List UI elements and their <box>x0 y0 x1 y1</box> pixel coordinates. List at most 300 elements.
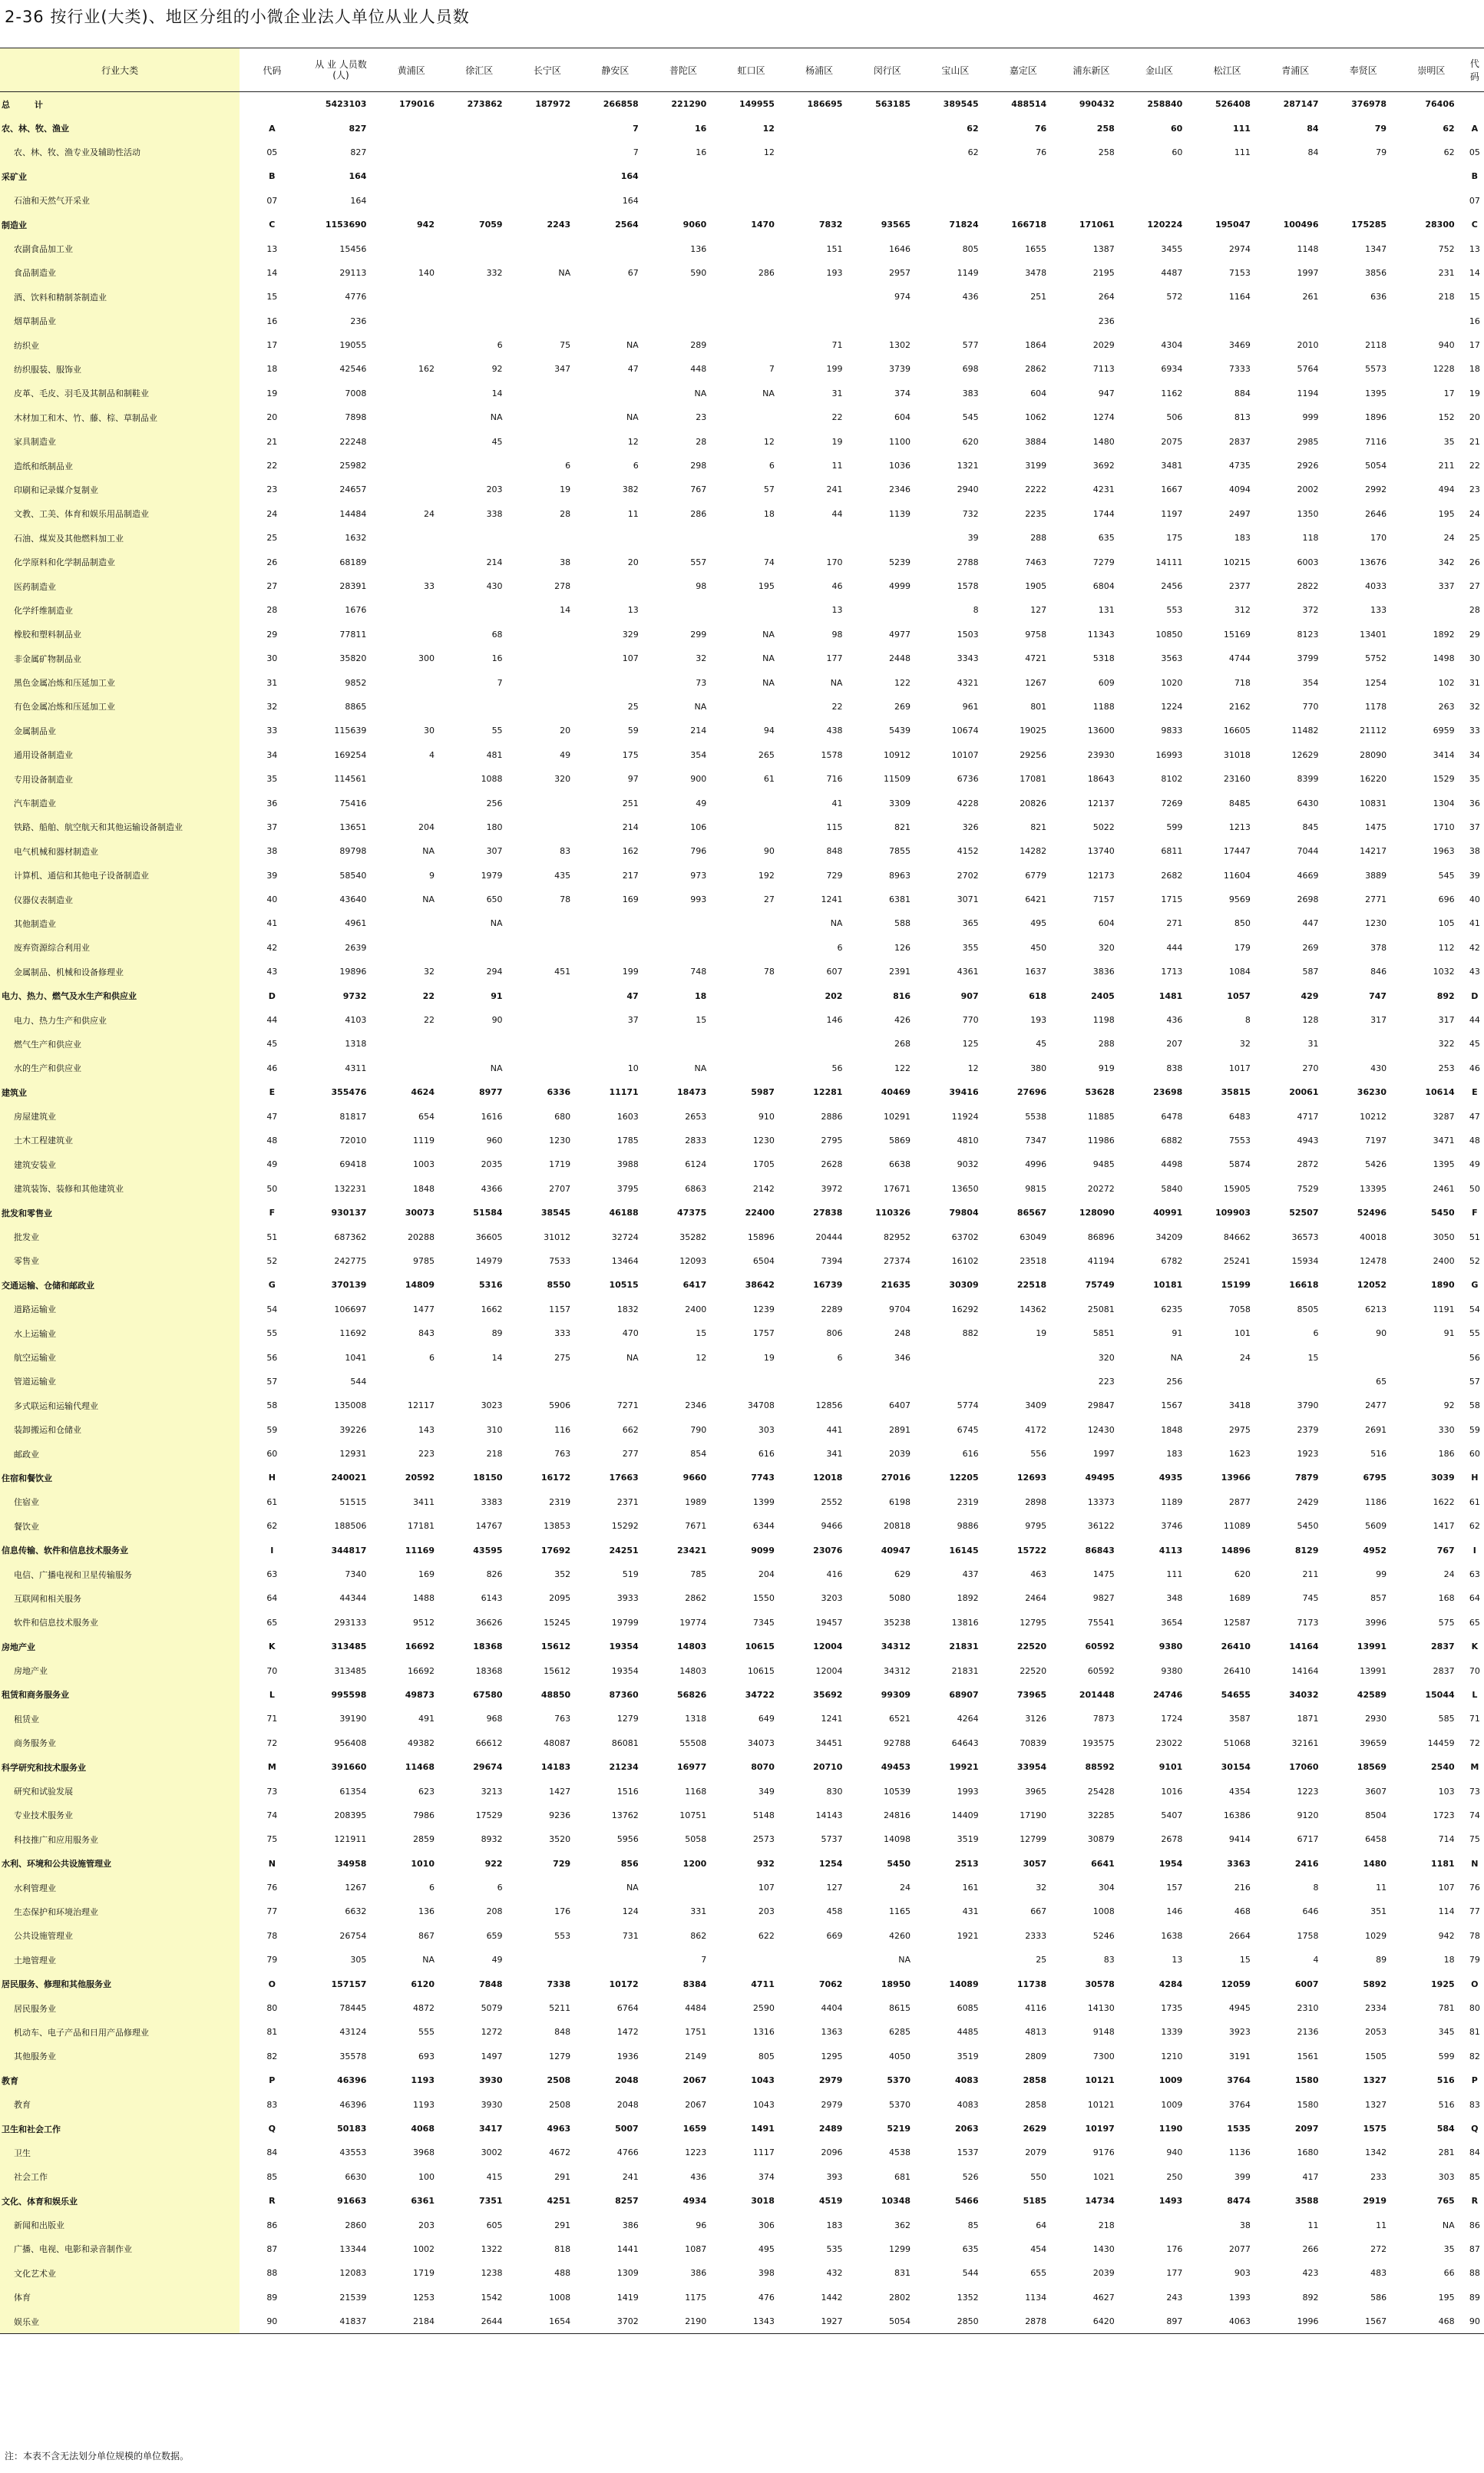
district-value-cell: 2788 <box>957 557 979 567</box>
district-value-cell: 35282 <box>679 1232 707 1242</box>
table-row <box>0 767 1484 791</box>
district-value-cell: 21234 <box>609 1762 639 1773</box>
district-value-cell: 1339 <box>1161 2027 1183 2038</box>
district-value-cell: 572 <box>1166 292 1183 303</box>
district-value-cell: 1157 <box>549 1304 571 1314</box>
district-value-cell <box>514 236 582 260</box>
district-value-cell: 9236 <box>549 1810 571 1820</box>
district-value-cell: 884 <box>1234 388 1251 398</box>
district-value-cell: 1848 <box>1161 1424 1183 1435</box>
district-value-cell: 2142 <box>752 1183 775 1194</box>
district-value-cell: 27016 <box>881 1473 911 1483</box>
district-value-cell: 16 <box>696 147 707 157</box>
industry-cell: 体育 <box>0 2286 240 2309</box>
district-value-cell: 2077 <box>1228 2243 1251 2254</box>
district-value-cell: 19354 <box>611 1665 639 1676</box>
district-value-cell: NA <box>626 412 639 423</box>
district-value-cell: 2552 <box>821 1496 843 1507</box>
district-value-cell: 6641 <box>1091 1858 1115 1869</box>
code-right-cell: 64 <box>1469 1593 1480 1604</box>
district-value-cell: 1100 <box>889 436 911 447</box>
district-value-cell: 4498 <box>1161 1159 1183 1170</box>
district-value-cell <box>717 1370 785 1394</box>
district-value-cell: 79 <box>1376 147 1387 157</box>
district-value-cell: 30879 <box>1087 1834 1115 1845</box>
district-value-cell: 7832 <box>818 220 843 230</box>
district-value-cell: 79 <box>1374 123 1387 134</box>
district-value-cell: 273862 <box>467 99 503 110</box>
district-value-cell: 14 <box>491 1352 503 1363</box>
district-value-cell: 6638 <box>889 1159 911 1170</box>
district-value-cell: 62 <box>967 147 979 157</box>
district-value-cell: 11169 <box>405 1545 435 1556</box>
district-value-cell: 2858 <box>1025 2099 1047 2110</box>
district-value-cell: 21112 <box>1360 726 1387 736</box>
code-cell: 33 <box>266 726 278 736</box>
district-value-cell: 4484 <box>685 2003 707 2014</box>
district-value-cell: 20 <box>560 726 571 736</box>
district-value-cell: 20818 <box>884 1521 911 1532</box>
district-value-cell: 330 <box>1438 1424 1455 1435</box>
district-value-cell <box>377 1056 445 1080</box>
district-value-cell: 770 <box>962 1015 979 1026</box>
district-value-cell: 27696 <box>1016 1087 1047 1098</box>
district-value-cell: 9704 <box>889 1304 911 1314</box>
table-row <box>0 1611 1484 1635</box>
district-value-cell: 68907 <box>949 1689 979 1700</box>
district-value-cell: 88592 <box>1085 1762 1115 1773</box>
total-cell: 7898 <box>345 412 367 423</box>
industry-cell: 医药制造业 <box>0 574 240 598</box>
district-value-cell: 5573 <box>1365 364 1387 375</box>
district-value-cell: 4094 <box>1228 484 1251 495</box>
district-value-cell: 516 <box>1438 2099 1455 2110</box>
district-value-cell <box>445 189 514 213</box>
district-value-cell: 67580 <box>473 1689 503 1700</box>
district-value-cell: 28 <box>696 436 707 447</box>
district-value-cell: 4934 <box>683 2196 707 2207</box>
code-right-cell: 05 <box>1469 147 1480 157</box>
code-right-cell: 82 <box>1469 2051 1480 2061</box>
district-value-cell: 843 <box>418 1328 435 1339</box>
table-row <box>0 454 1484 478</box>
district-value-cell: 12059 <box>1221 1979 1251 1989</box>
district-value-cell: 7855 <box>889 846 911 857</box>
district-value-cell: 15934 <box>1291 1255 1319 1266</box>
district-value-cell: 12281 <box>813 1087 843 1098</box>
district-value-cell: 1327 <box>1365 2099 1387 2110</box>
industry-cell: 水上运输业 <box>0 1321 240 1345</box>
district-value-cell: 195 <box>1438 508 1455 519</box>
district-value-cell: 1655 <box>1025 243 1047 254</box>
district-value-cell: 98 <box>696 581 707 591</box>
district-value-cell: 195 <box>758 581 775 591</box>
industry-cell: 文化、体育和娱乐业 <box>0 2189 240 2213</box>
district-value-cell: 34312 <box>884 1665 911 1676</box>
district-value-cell: 122 <box>894 1063 911 1073</box>
district-value-cell: 1327 <box>1363 2075 1387 2086</box>
district-value-cell: 9833 <box>1161 726 1183 736</box>
district-value-cell <box>581 1370 649 1394</box>
district-value-cell: 21831 <box>951 1665 979 1676</box>
district-value-cell <box>1330 1032 1398 1056</box>
district-value-cell: 5764 <box>1297 364 1319 375</box>
district-value-cell: 120224 <box>1147 220 1183 230</box>
header-industry: 行业大类 <box>0 48 240 92</box>
district-value-cell: 2029 <box>1092 340 1115 351</box>
district-value-cell <box>377 454 445 478</box>
district-value-cell: 1238 <box>481 2268 503 2279</box>
district-value-cell: 15169 <box>1223 629 1251 640</box>
district-value-cell: 4766 <box>616 2147 639 2158</box>
district-value-cell: 127 <box>1030 605 1047 616</box>
district-value-cell: 2497 <box>1228 508 1251 519</box>
table-row <box>0 791 1484 815</box>
district-value-cell: 269 <box>894 701 911 712</box>
district-value-cell: 6 <box>497 1883 503 1893</box>
district-value-cell: 183 <box>1234 533 1251 544</box>
district-value-cell: 76 <box>1036 147 1047 157</box>
district-value-cell: 92 <box>491 364 503 375</box>
district-value-cell: 1616 <box>481 1111 503 1122</box>
industry-cell: 文教、工美、体育和娱乐用品制造业 <box>0 502 240 526</box>
district-value-cell: 310 <box>486 1424 503 1435</box>
district-value-cell: 2035 <box>481 1159 503 1170</box>
district-value-cell: 5316 <box>478 1280 503 1291</box>
district-value-cell: 14809 <box>405 1280 435 1291</box>
code-right-cell: G <box>1471 1280 1479 1291</box>
total-cell: 1676 <box>345 605 367 616</box>
district-value-cell: 900 <box>690 774 707 785</box>
table-row <box>0 1321 1484 1345</box>
district-value-cell: 3363 <box>1227 1858 1251 1869</box>
district-value-cell: 8 <box>1244 1015 1251 1026</box>
district-value-cell: 2940 <box>957 484 979 495</box>
district-value-cell: 75749 <box>1085 1280 1115 1291</box>
district-value-cell: 253 <box>1438 1063 1455 1073</box>
district-value-cell: 1223 <box>1297 1786 1319 1797</box>
district-value-cell: NA <box>422 894 435 905</box>
district-value-cell: 23076 <box>813 1545 843 1556</box>
district-value-cell: 258840 <box>1147 99 1183 110</box>
district-value-cell: 555 <box>418 2027 435 2038</box>
district-value-cell: 11482 <box>1291 726 1319 736</box>
industry-cell: 家具制造业 <box>0 429 240 453</box>
district-value-cell <box>514 623 582 646</box>
district-value-cell: NA <box>558 267 571 278</box>
industry-cell: 信息传输、软件和信息技术服务业 <box>0 1538 240 1562</box>
district-value-cell: 91 <box>1443 1328 1455 1339</box>
district-value-cell: 3417 <box>478 2124 503 2134</box>
district-value-cell: 258 <box>1098 147 1115 157</box>
district-value-cell: NA <box>694 388 707 398</box>
district-value-cell: 2979 <box>818 2075 843 2086</box>
district-value-cell: 101 <box>1234 1328 1251 1339</box>
code-right-cell: N <box>1471 1858 1479 1869</box>
district-value-cell: 1175 <box>685 2292 707 2303</box>
district-value-cell: 91 <box>491 990 503 1001</box>
district-value-cell: 231 <box>1438 267 1455 278</box>
district-value-cell: 13373 <box>1087 1496 1115 1507</box>
district-value-cell: 2371 <box>616 1496 639 1507</box>
district-value-cell: 48850 <box>540 1689 571 1700</box>
district-value-cell: 16605 <box>1223 726 1251 736</box>
district-value-cell: 38 <box>1239 2220 1251 2230</box>
district-value-cell: 1395 <box>1365 388 1387 398</box>
district-value-cell: 4943 <box>1297 1135 1319 1146</box>
header-district: 金山区 <box>1125 48 1194 92</box>
district-value-cell: 11885 <box>1087 1111 1115 1122</box>
district-value-cell: 193 <box>826 267 843 278</box>
district-value-cell: 4735 <box>1228 461 1251 471</box>
total-cell: 4103 <box>345 1015 367 1026</box>
code-right-cell: 46 <box>1469 1063 1480 1073</box>
district-value-cell <box>514 382 582 405</box>
district-value-cell: 9 <box>428 870 435 881</box>
table-row <box>0 1394 1484 1417</box>
district-value-cell: 436 <box>690 2171 707 2182</box>
code-cell: 63 <box>266 1569 278 1580</box>
district-value-cell: 223 <box>418 1449 435 1460</box>
total-cell: 9732 <box>342 990 367 1001</box>
district-value-cell: 7062 <box>818 1979 843 1989</box>
district-value-cell: 2678 <box>1161 1834 1183 1845</box>
industry-cell: 建筑安装业 <box>0 1152 240 1176</box>
table-row <box>0 309 1484 333</box>
district-value-cell: 193 <box>1030 1015 1047 1026</box>
district-value-cell: 1472 <box>616 2027 639 2038</box>
district-value-cell: 52507 <box>1289 1208 1319 1218</box>
district-value-cell: 12 <box>627 436 639 447</box>
district-value-cell: 102 <box>1438 677 1455 688</box>
district-value-cell: NA <box>490 918 503 929</box>
code-right-cell: 28 <box>1469 605 1480 616</box>
district-value-cell: 1864 <box>1025 340 1047 351</box>
district-value-cell: 2590 <box>752 2003 775 2014</box>
district-value-cell: 2400 <box>685 1304 707 1314</box>
district-value-cell <box>853 116 921 140</box>
district-value-cell <box>717 333 785 357</box>
district-value-cell: 1228 <box>1433 364 1455 375</box>
district-value-cell: 152 <box>1438 412 1455 423</box>
table-row <box>0 1996 1484 2020</box>
district-value-cell <box>785 116 854 140</box>
district-value-cell: 1936 <box>616 2051 639 2061</box>
code-right-cell: 60 <box>1469 1449 1480 1460</box>
district-value-cell: 1178 <box>1365 701 1387 712</box>
district-value-cell: 2919 <box>1363 2196 1387 2207</box>
code-cell: 47 <box>266 1111 278 1122</box>
table-row <box>0 2045 1484 2068</box>
code-right-cell: 15 <box>1469 292 1480 303</box>
industry-cell: 邮政业 <box>0 1442 240 1466</box>
district-value-cell: 3884 <box>1025 436 1047 447</box>
district-value-cell: NA <box>762 629 775 640</box>
district-value-cell: 19 <box>560 484 571 495</box>
district-value-cell: 23022 <box>1155 1737 1183 1748</box>
district-value-cell: 2926 <box>1297 461 1319 471</box>
district-value-cell: 7347 <box>1025 1135 1047 1146</box>
district-value-cell: 6 <box>768 461 775 471</box>
district-value-cell: 1921 <box>957 1930 979 1941</box>
district-value-cell: 105 <box>1438 918 1455 929</box>
district-value-cell: 11509 <box>884 774 911 785</box>
district-value-cell: 38545 <box>540 1208 571 1218</box>
district-value-cell <box>853 164 921 188</box>
district-value-cell: 1480 <box>1363 1858 1387 1869</box>
district-value-cell: 34451 <box>815 1737 843 1748</box>
district-value-cell: 897 <box>1125 2309 1194 2334</box>
district-value-cell: 2992 <box>1365 484 1387 495</box>
district-value-cell <box>445 598 514 622</box>
district-value-cell: 9176 <box>1092 2147 1115 2158</box>
district-value-cell: 89 <box>491 1328 503 1339</box>
district-value-cell: 1654 <box>514 2309 582 2334</box>
district-value-cell: 83 <box>560 846 571 857</box>
code-right-cell: 41 <box>1469 918 1480 929</box>
district-value-cell: 199 <box>826 364 843 375</box>
district-value-cell: 3588 <box>1294 2196 1319 2207</box>
district-value-cell: 907 <box>960 990 979 1001</box>
district-value-cell: 451 <box>554 967 571 977</box>
district-value-cell: 111 <box>1234 147 1251 157</box>
district-value-cell: 1723 <box>1433 1810 1455 1820</box>
code-right-cell: 80 <box>1469 2003 1480 2014</box>
industry-cell: 废弃资源综合利用业 <box>0 936 240 960</box>
district-value-cell: 14164 <box>1289 1642 1319 1652</box>
district-value-cell: 2010 <box>1297 340 1319 351</box>
district-value-cell: 495 <box>758 2243 775 2254</box>
industry-cell: 卫生 <box>0 2141 240 2164</box>
district-value-cell: 169 <box>418 1569 435 1580</box>
code-cell: A <box>269 123 276 134</box>
district-value-cell: NA <box>694 1063 707 1073</box>
district-value-cell: 90 <box>763 846 775 857</box>
district-value-cell <box>377 911 445 935</box>
district-value-cell: 7153 <box>1228 267 1251 278</box>
district-value-cell <box>785 189 854 213</box>
industry-cell: 专用设备制造业 <box>0 767 240 791</box>
district-value-cell <box>581 236 649 260</box>
district-value-cell: 7 <box>497 677 503 688</box>
total-cell: 236 <box>350 316 367 326</box>
code-cell: P <box>269 2075 276 2086</box>
district-value-cell: 2878 <box>990 2309 1058 2334</box>
district-value-cell: 2802 <box>889 2292 911 2303</box>
district-value-cell: 5752 <box>1365 653 1387 664</box>
district-value-cell: 14896 <box>1221 1545 1251 1556</box>
district-value-cell: 1321 <box>957 461 979 471</box>
table-row <box>0 1032 1484 1056</box>
district-value-cell: 516 <box>1370 1449 1387 1460</box>
district-value-cell: 75541 <box>1087 1617 1115 1628</box>
district-value-cell: 5370 <box>887 2075 911 2086</box>
total-cell: 6632 <box>345 1906 367 1917</box>
table-row <box>0 1273 1484 1297</box>
district-value-cell <box>377 1032 445 1056</box>
total-cell: 135008 <box>334 1400 367 1411</box>
district-value-cell: 20710 <box>813 1762 843 1773</box>
table-row <box>0 2213 1484 2237</box>
district-value-cell: 277 <box>622 1449 639 1460</box>
district-value-cell: 399 <box>1234 2171 1251 2182</box>
district-value-cell: 13 <box>1172 1955 1183 1966</box>
district-value-cell: 718 <box>1234 677 1251 688</box>
district-value-cell: 1210 <box>1161 2051 1183 2061</box>
district-value-cell: 922 <box>484 1858 503 1869</box>
district-value-cell: 17081 <box>1020 774 1047 785</box>
district-value-cell: 3023 <box>481 1400 503 1411</box>
district-value-cell: 94 <box>763 726 775 736</box>
total-cell: 69418 <box>339 1159 367 1170</box>
total-cell: 9852 <box>345 677 367 688</box>
industry-cell: 农、林、牧、渔专业及辅助性活动 <box>0 141 240 164</box>
district-value-cell: 37 <box>627 1015 639 1026</box>
district-value-cell: 1165 <box>889 1906 911 1917</box>
district-value-cell: 1043 <box>752 2099 775 2110</box>
table-row <box>0 911 1484 935</box>
code-right-cell: 30 <box>1469 653 1480 664</box>
district-value-cell <box>649 189 718 213</box>
district-value-cell <box>514 646 582 670</box>
district-value-cell: 436 <box>962 292 979 303</box>
district-value-cell: 107 <box>758 1883 775 1893</box>
district-value-cell <box>717 189 785 213</box>
district-value-cell: 38 <box>560 557 571 567</box>
district-value-cell: 693 <box>418 2051 435 2061</box>
industry-cell: 生态保护和环境治理业 <box>0 1899 240 1923</box>
district-value-cell <box>853 1370 921 1394</box>
code-right-cell: 87 <box>1469 2243 1480 2254</box>
district-value-cell <box>649 526 718 550</box>
district-value-cell: 11171 <box>609 1087 639 1098</box>
district-value-cell: 15612 <box>540 1642 571 1652</box>
table-row <box>0 2261 1484 2285</box>
district-value-cell: 6478 <box>1161 1111 1183 1122</box>
district-value-cell: 2136 <box>1297 2027 1319 2038</box>
district-value-cell: 586 <box>1370 2292 1387 2303</box>
district-value-cell <box>717 285 785 309</box>
district-value-cell: 8 <box>1313 1883 1319 1893</box>
table-row <box>0 2237 1484 2261</box>
industry-cell: 化学原料和化学制品制造业 <box>0 550 240 574</box>
district-value-cell: 649 <box>758 1714 775 1724</box>
total-cell: 43640 <box>339 894 367 905</box>
industry-cell: 批发业 <box>0 1225 240 1248</box>
district-value-cell: 12693 <box>1016 1473 1047 1483</box>
district-value-cell: 659 <box>486 1930 503 1941</box>
district-value-cell: 2346 <box>889 484 911 495</box>
code-right-cell: 18 <box>1469 364 1480 375</box>
district-value-cell: 40991 <box>1153 1208 1183 1218</box>
district-value-cell: 176 <box>554 1906 571 1917</box>
district-value-cell: 2048 <box>615 2075 639 2086</box>
district-value-cell: 1503 <box>957 629 979 640</box>
code-cell: 19 <box>266 388 278 398</box>
district-value-cell: 29674 <box>473 1762 503 1773</box>
district-value-cell <box>377 526 445 550</box>
district-value-cell: 416 <box>826 1569 843 1580</box>
district-value-cell: 7 <box>701 1955 707 1966</box>
district-value-cell: 149955 <box>739 99 775 110</box>
total-cell: 43553 <box>339 2147 367 2158</box>
district-value-cell: 7173 <box>1297 1617 1319 1628</box>
industry-cell: 软件和信息技术服务业 <box>0 1611 240 1635</box>
district-value-cell: 23698 <box>1153 1087 1183 1098</box>
code-cell: 61 <box>266 1496 278 1507</box>
district-value-cell: NA <box>422 846 435 857</box>
district-value-cell: 1715 <box>1161 894 1183 905</box>
